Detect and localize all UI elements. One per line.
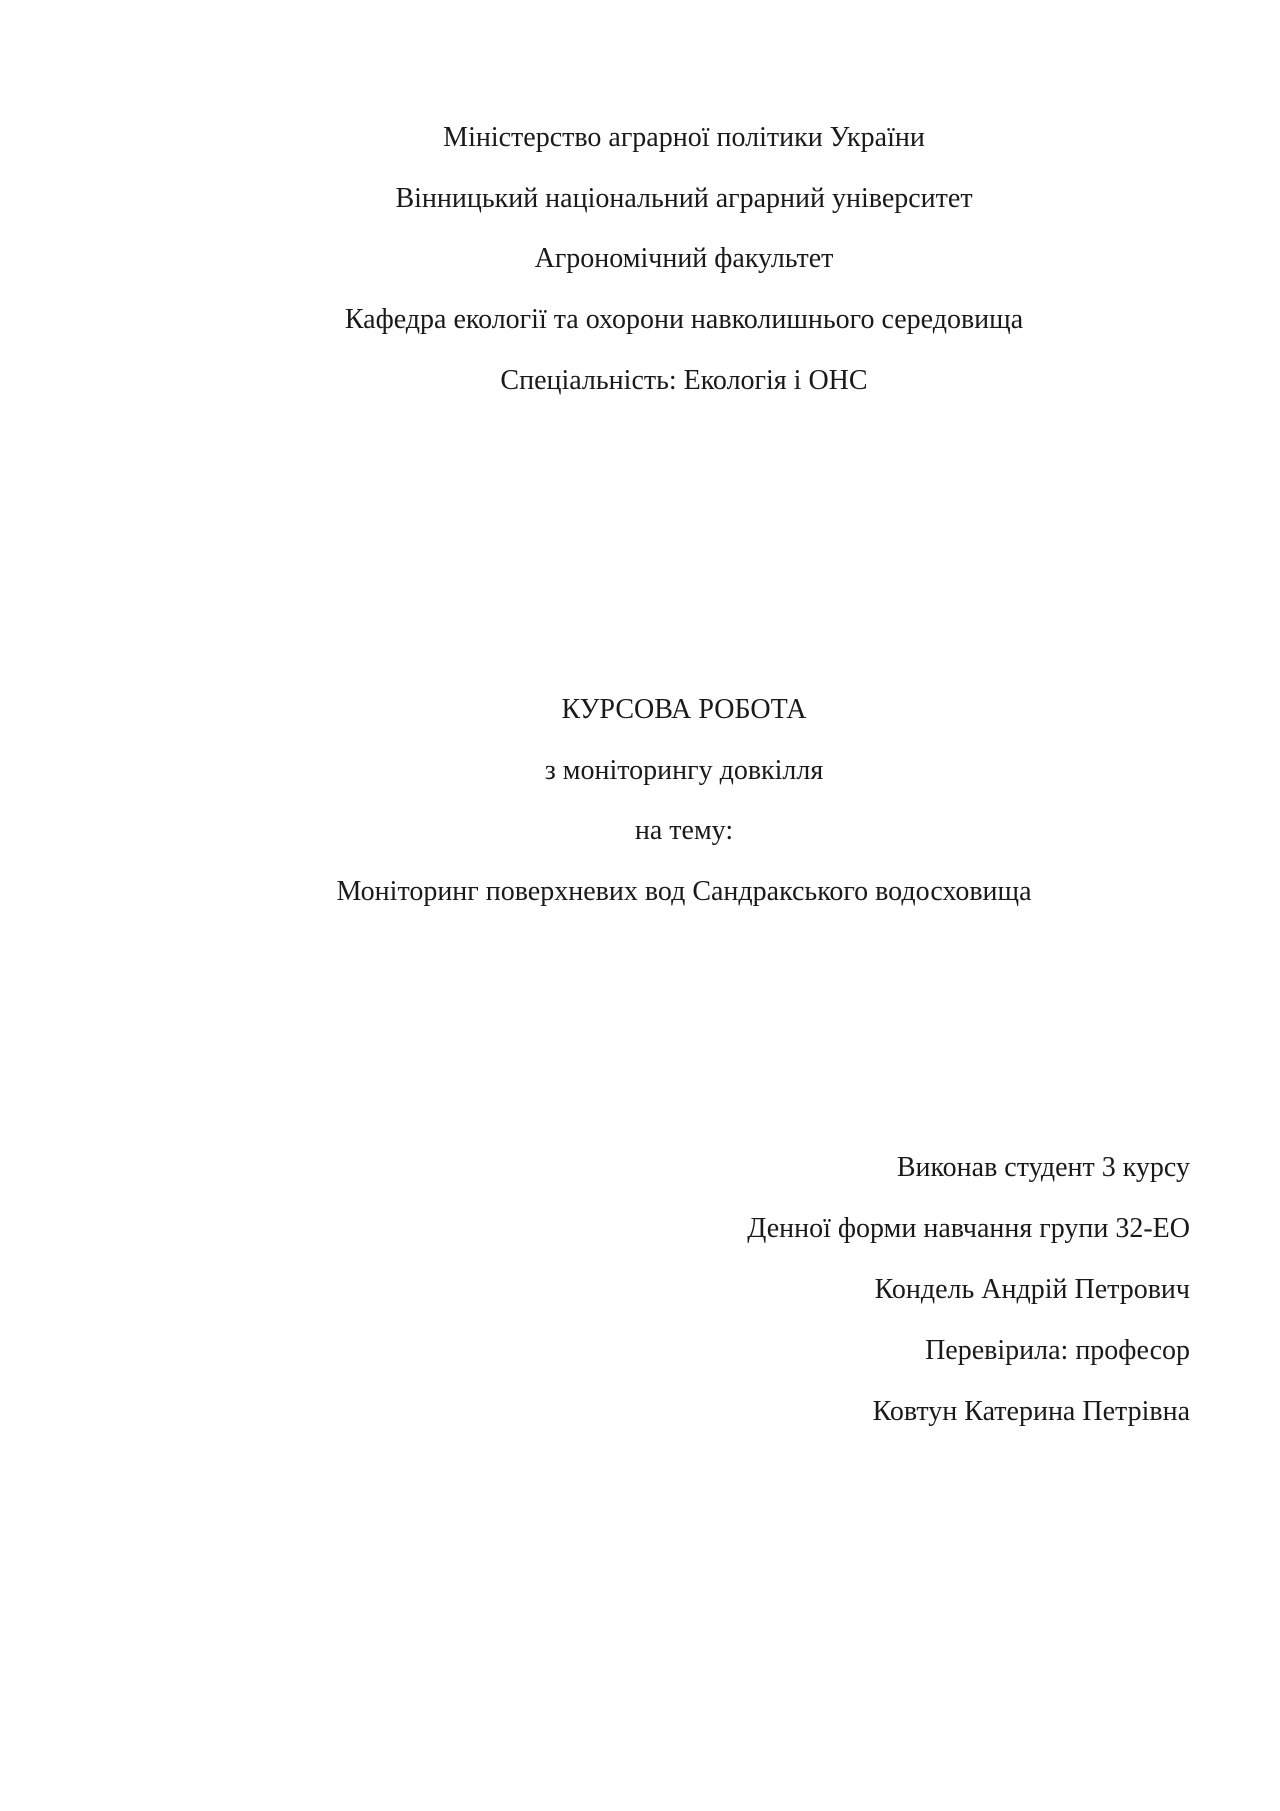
department-line: Кафедра екології та охорони навколишнього середовища [344,304,1024,335]
university-line: Вінницький національний аграрний університет [395,183,973,214]
student-name-line: Кондель Андрій Петрович [874,1274,1190,1305]
specialty-line: Спеціальність: Екологія і ОНС [500,365,868,396]
supervisor-name-line: Ковтун Катерина Петрівна [872,1396,1190,1427]
topic-label: на тему: [634,815,734,846]
ministry-line: Міністерство аграрної політики України [443,122,925,153]
student-course-line: Виконав студент 3 курсу [896,1152,1190,1183]
discipline-line: з моніторингу довкілля [544,755,824,786]
faculty-line: Агрономічний факультет [534,243,834,274]
study-form-group-line: Денної форми навчання групи 32-ЕО [747,1213,1190,1244]
topic-title: Моніторинг поверхневих вод Сандракського водосховища [336,876,1032,907]
work-type-title: КУРСОВА РОБОТА [561,694,807,725]
checked-by-line: Перевірила: професор [925,1335,1190,1366]
